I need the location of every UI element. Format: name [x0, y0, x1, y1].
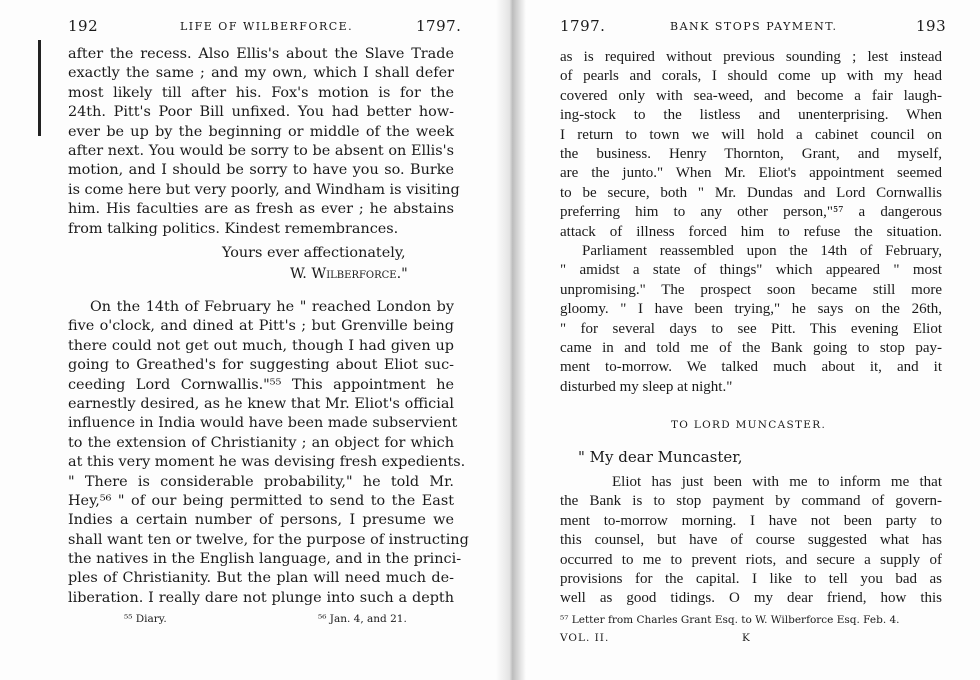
text-line: to be secure, both " Mr. Dundas and Lord Cornwallis: [560, 184, 942, 201]
text-line: after the recess. Also Ellis's about the Slave Trade: [68, 46, 454, 62]
left-page-number: 192: [68, 17, 99, 35]
text-line: Indies a certain number of persons, I presume we: [68, 512, 454, 529]
right-page: [500, 0, 980, 680]
text-line: earnestly desired, as he knew that Mr. Eliot's official: [68, 395, 454, 412]
text-line: the natives in the English language, and in the princi-: [68, 551, 462, 568]
letter-salutation: " My dear Muncaster,: [578, 448, 743, 466]
text-line: attack of illness forced him to refuse the situation.: [560, 223, 942, 240]
text-line: unpromising." The prospect soon became still more: [560, 281, 942, 298]
left-running-head: [68, 17, 462, 37]
text-line: ment to-morrow. We talked much about it, and it: [560, 359, 942, 376]
text-line: Eliot has just been with me to inform me that: [612, 474, 942, 490]
text-line: disturbed my sleep at night.": [560, 378, 733, 395]
text-line: Hey,⁵⁶ " of our being permitted to send to the East: [68, 492, 454, 509]
left-paragraph-1: [68, 45, 460, 239]
text-line: him. His faculties are as fresh as ever ; he abstains: [68, 201, 454, 218]
right-running-title: BANK STOPS PAYMENT.: [670, 20, 838, 33]
text-line: On the 14th of February he " reached London by: [90, 299, 454, 315]
letter-closing: Yours ever affectionately,: [222, 245, 406, 261]
text-line: came in and told me of the Bank going to stop pay-: [560, 339, 942, 356]
text-line: " amidst a state of things" which appeared " most: [560, 262, 942, 279]
text-line: from talking politics. Kindest remembrances.: [68, 220, 399, 237]
text-line: liberation. I really dare not plunge into such a depth: [68, 589, 454, 606]
letter-signature: W. Wilberforce.": [290, 266, 408, 282]
right-page-number: 193: [916, 17, 947, 35]
right-paragraph-1: [560, 48, 942, 242]
footnote-56: ⁵⁶ Jan. 4, and 21.: [318, 613, 407, 625]
text-line: the Bank is to stop payment by command of govern-: [560, 493, 942, 510]
text-line: ing-stock to the listless and unenterprising. When: [560, 107, 942, 124]
left-paragraph-2: [68, 298, 469, 608]
text-line: influence in India would have been made subservient: [68, 415, 458, 432]
right-paragraph-3: [560, 473, 942, 609]
right-paragraph-2: [560, 242, 942, 397]
text-line: provisions for the capital. I like to tell you bad as: [560, 570, 942, 587]
right-running-head: [560, 17, 945, 37]
text-line: five o'clock, and dined at Pitt's ; but Grenville being: [68, 318, 454, 335]
text-line: ceeding Lord Cornwallis."⁵⁵ This appointment he: [68, 376, 454, 393]
text-line: as is required without previous sounding ; lest instead: [560, 49, 942, 65]
left-running-title: LIFE OF WILBERFORCE.: [180, 20, 354, 33]
text-line: after next. You would be sorry to be absent on Ellis's: [68, 142, 454, 159]
letter-heading: TO LORD MUNCASTER.: [671, 419, 827, 431]
text-line: to the extension of Christianity ; an object for which: [68, 434, 454, 451]
text-line: exactly the same ; and my own, which I shall defer: [68, 65, 454, 82]
text-line: " There is considerable probability," he told Mr.: [68, 473, 454, 490]
text-line: there could not get out much, though I had given up: [68, 337, 454, 354]
left-running-year: 1797.: [416, 17, 462, 35]
text-line: the business. Henry Thornton, Grant, and myself,: [560, 145, 942, 162]
text-line: shall want ten or twelve, for the purpose of instructing: [68, 531, 469, 548]
text-line: most likely till after his. Fox's motion is for the: [68, 84, 454, 101]
text-line: gloomy. " I have been trying," he says on the 26th,: [560, 301, 942, 318]
footnote-57: ⁵⁷ Letter from Charles Grant Esq. to W. Wilberforce Esq. Feb. 4.: [560, 614, 900, 626]
text-line: Parliament reassembled upon the 14th of February,: [582, 243, 942, 259]
margin-mark: [38, 40, 41, 136]
text-line: covered only with sea-weed, and become a fair laugh-: [560, 87, 942, 104]
text-line: " for several days to see Pitt. This evening Eliot: [560, 320, 942, 337]
footnote-55: ⁵⁵ Diary.: [124, 613, 167, 625]
text-line: occurred to me to prevent riots, and secure a supply of: [560, 551, 942, 568]
text-line: I return to town we will hold a cabinet council on: [560, 126, 942, 143]
text-line: at this very moment he was devising fresh expedients.: [68, 454, 466, 471]
text-line: 24th. Pitt's Poor Bill unfixed. You had better how-: [68, 104, 454, 121]
text-line: are the junto." When Mr. Eliot's appointment seemed: [560, 165, 942, 182]
text-line: preferring him to any other person,"⁵⁷ a dangerous: [560, 204, 942, 221]
text-line: of pearls and corals, I should come up with my head: [560, 68, 942, 85]
signature-mark: K: [742, 632, 751, 644]
text-line: this counsel, but have of course suggested what has: [560, 532, 942, 549]
text-line: motion, and I should be sorry to have you so. Burke: [68, 162, 454, 179]
text-line: ment to-morrow morning. I have not been party to: [560, 512, 942, 529]
text-line: is come here but very poorly, and Windham is visiting: [68, 181, 460, 198]
text-line: well as good tidings. O my dear friend, how this: [560, 590, 942, 607]
right-running-year: 1797.: [560, 17, 606, 35]
text-line: ples of Christianity. But the plan will need much de-: [68, 570, 454, 587]
text-line: going to Greathed's for suggesting about Eliot suc-: [68, 357, 454, 374]
volume-label: VOL. II.: [560, 632, 610, 644]
text-line: ever be up by the beginning or middle of the week: [68, 123, 454, 140]
